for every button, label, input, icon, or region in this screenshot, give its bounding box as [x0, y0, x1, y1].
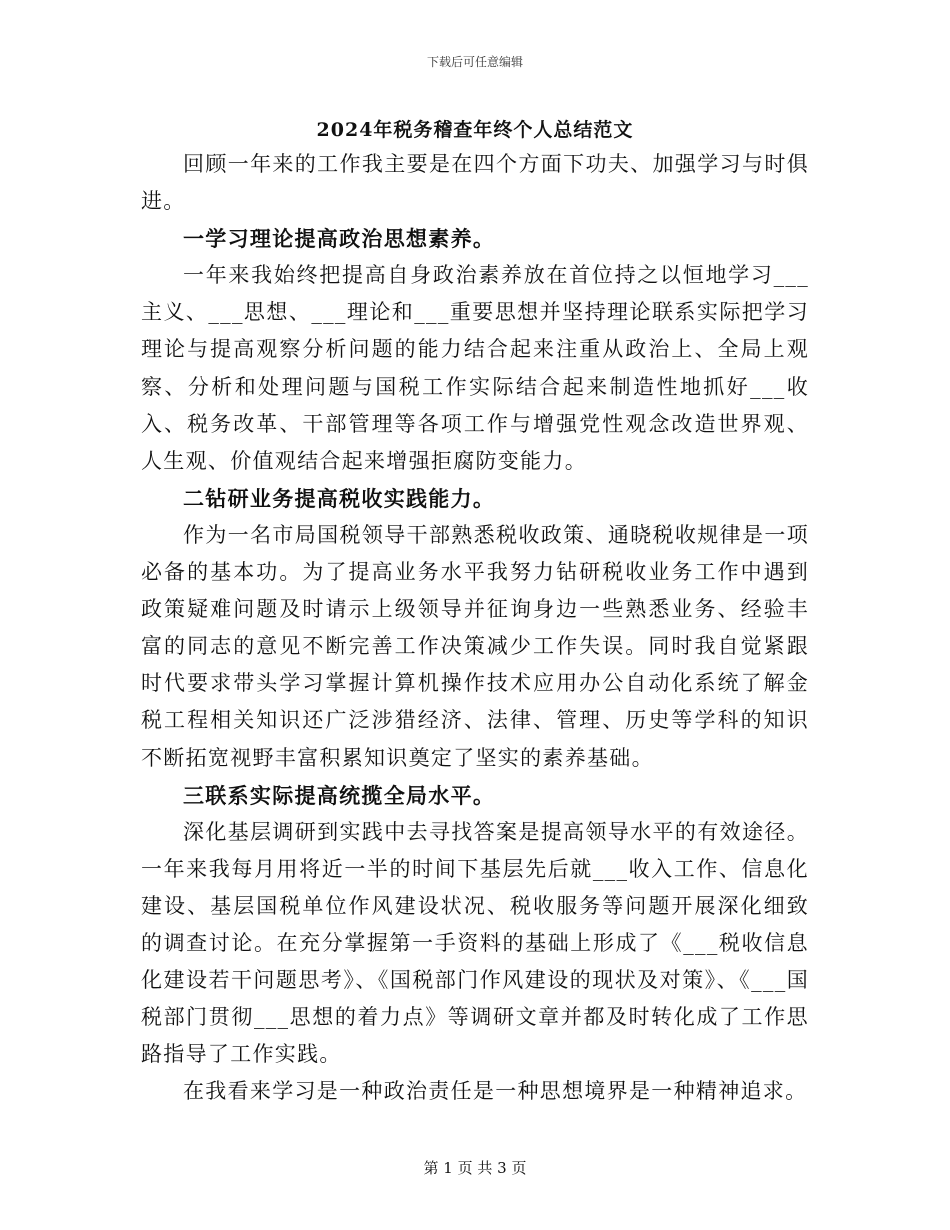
document-title: 2024年税务稽查年终个人总结范文	[316, 119, 634, 141]
section-heading-3: 三联系实际提高统揽全局水平。	[183, 782, 496, 808]
page-number: 第 1 页 共 3 页	[423, 1159, 527, 1177]
document-body	[141, 146, 809, 1110]
header-note: 下载后可任意编辑	[426, 55, 523, 69]
section-heading-1: 一学习理论提高政治思想素养。	[183, 226, 496, 252]
section-heading-2: 二钻研业务提高税收实践能力。	[183, 485, 496, 511]
body-paragraph: 一年来我始终把提高自身政治素养放在首位持之以恒地学习___主义、___思想、___理论和___重要思想并坚持理论联系实际把学习理论与提高观察分析问题的能力结合起来注重从政治上、全局上观察、分析和处理问题与国税工作实际结合起来制造性地抓好___收入、税务改革、干部管理等各项工作与增强党性观念改造世界观、人生观、价值观结合起来增强拒腐防变能力。	[141, 263, 809, 473]
body-paragraph: 在我看来学习是一种政治责任是一种思想境界是一种精神追求。	[183, 1079, 808, 1104]
intro-paragraph: 回顾一年来的工作我主要是在四个方面下功夫、加强学习与时俱进。	[141, 152, 809, 214]
body-paragraph: 作为一名市局国税领导干部熟悉税收政策、通晓税收规律是一项必备的基本功。为了提高业务水平我努力钻研税收业务工作中遇到政策疑难问题及时请示上级领导并征询身边一些熟悉业务、经验丰富的同志的意见不断完善工作决策减少工作失误。同时我自觉紧跟时代要求带头学习掌握计算机操作技术应用办公自动化系统了解金税工程相关知识还广泛涉猎经济、法律、管理、历史等学科的知识不断拓宽视野丰富积累知识奠定了坚实的素养基础。	[141, 522, 809, 770]
body-paragraph: 深化基层调研到实践中去寻找答案是提高领导水平的有效途径。一年来我每月用将近一半的时间下基层先后就___收入工作、信息化建设、基层国税单位作风建设状况、税收服务等问题开展深化细致的调查讨论。在充分掌握第一手资料的基础上形成了《___税收信息化建设若干问题思考》、《国税部门作风建设的现状及对策》、《___国税部门贯彻___思想的着力点》等调研文章并都及时转化成了工作思路指导了工作实践。	[141, 819, 809, 1067]
